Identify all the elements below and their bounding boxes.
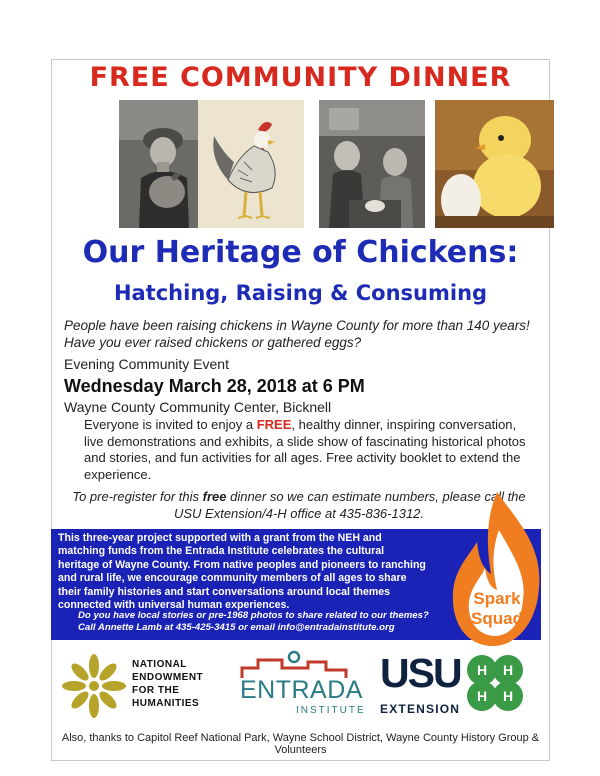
headline-main: Our Heritage of Chickens: (82, 235, 519, 270)
rooster-illustration (198, 100, 304, 228)
svg-text:H: H (502, 688, 514, 704)
svg-text:H: H (476, 688, 488, 704)
usu-extension-text: EXTENSION (380, 702, 461, 716)
event-body-after: , healthy dinner, inspiring conversation, live demonstrations and exhibits, a slide show of fascinating historical photos and stories, and fun activities for all ages. Free activity booklet to extend the experience. (84, 417, 526, 482)
neh-line4: HUMANITIES (132, 698, 200, 709)
entrada-subtext: INSTITUTE (296, 705, 366, 716)
children-classroom-photo (319, 100, 425, 228)
boy-with-chicken-photo (119, 100, 209, 228)
chick-and-egg-photo (435, 100, 554, 228)
event-place: Wayne County Community Center, Bicknell (64, 399, 332, 415)
grant-text: This three-year project supported with a grant from the NEH and matching funds from the Entrada Institute celebrates the cultural heritage of Wayne County. From native peoples and pioneers to ranching and rural life, we encourage community members of all ages to share their family histories and start conversations around local themes connected with universal human experiences. (58, 532, 426, 612)
headline-sub: Hatching, Raising & Consuming (113, 281, 488, 305)
prereg-after: dinner so we can estimate numbers, please call the USU Extension/4-H office at 435-836-1312. (173, 489, 526, 521)
entrada-wordmark: ENTRADA (240, 676, 363, 704)
spark-squad-logo (447, 490, 547, 650)
event-date: Wednesday March 28, 2018 at 6 PM (64, 376, 365, 396)
flyer-title: FREE COMMUNITY DINNER (89, 62, 512, 93)
prereg-before: To pre-register for this (72, 489, 203, 504)
event-body-before: Everyone is invited to enjoy a (84, 417, 257, 432)
usu-wordmark: USU (380, 650, 461, 696)
neh-logo-icon (60, 652, 128, 720)
grant-question: Do you have local stories or pre-1968 photos to share related to our themes? Call Annette Lamb at 435-425-3415 or email info@entradainstitute.org (78, 610, 429, 633)
neh-line3: FOR THE (132, 685, 180, 696)
squad-text: Squad (471, 609, 523, 628)
svg-text:H: H (502, 662, 514, 678)
photo-strip (119, 100, 554, 228)
event-description (84, 417, 534, 483)
event-body-free: FREE (256, 417, 292, 432)
intro-text: People have been raising chickens in Wayne County for more than 140 years! Have you ever raised chickens or gathered eggs? (64, 318, 530, 350)
neh-logo-text (132, 658, 203, 710)
thanks-footer: Also, thanks to Capitol Reef National Park, Wayne School District, Wayne County History Group & Volunteers (61, 732, 540, 756)
four-h-clover-icon (462, 650, 528, 716)
neh-line2: ENDOWMENT (132, 672, 204, 683)
svg-text:H: H (476, 662, 488, 678)
spark-text: Spark (473, 589, 521, 608)
neh-line1: NATIONAL (132, 659, 187, 670)
prereg-free: free (202, 489, 227, 504)
event-label: Evening Community Event (64, 356, 229, 372)
